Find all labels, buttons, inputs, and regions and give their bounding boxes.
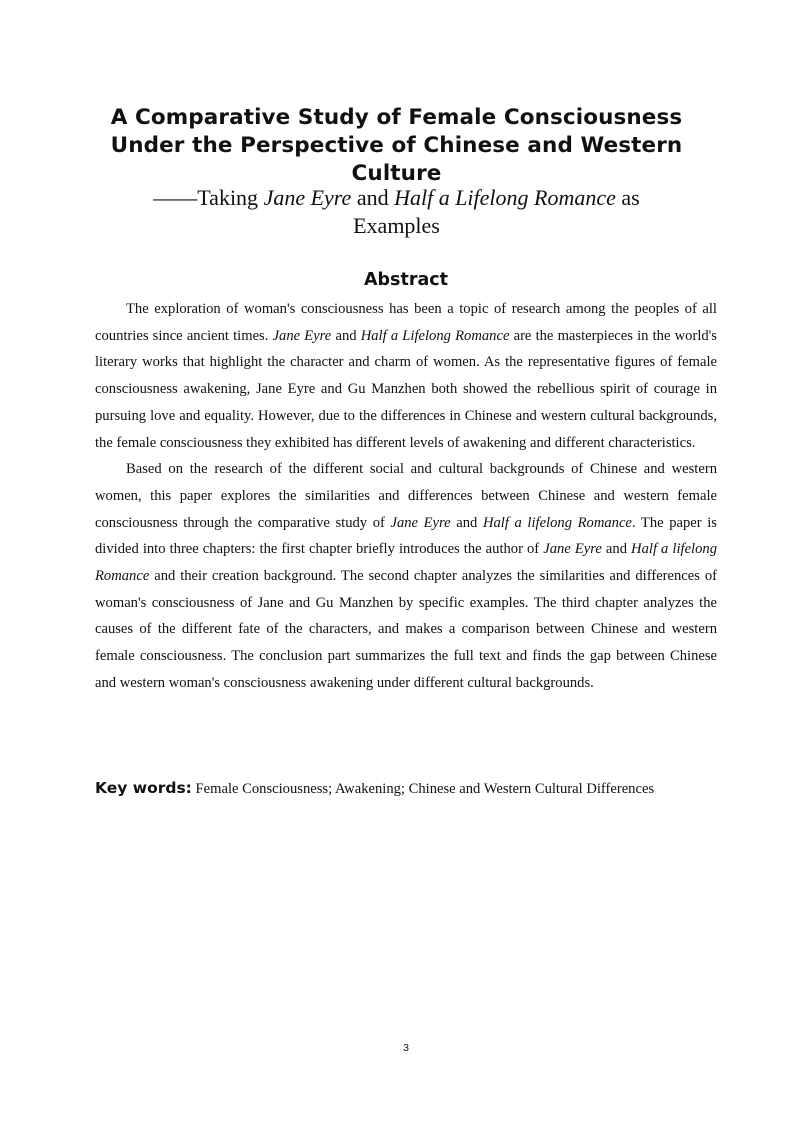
paper-title xyxy=(80,104,713,188)
page-number: 3 xyxy=(403,1042,409,1054)
p2-text-4: and xyxy=(601,541,632,558)
p1-title-half-a-lifelong-romance: Half a Lifelong Romance xyxy=(360,327,510,344)
subtitle-dash: —— xyxy=(153,185,198,210)
p2-title-half-a-lifelong-romance-1: Half a lifelong Romance xyxy=(482,514,632,531)
title-line-1: A Comparative Study of Female Consciousness xyxy=(110,105,683,130)
subtitle-as: as xyxy=(615,185,640,210)
p1-text-3: are the masterpieces in the world's literary works that highlight the character and charm of women. As the representative figures of female consciousness awakening, Jane Eyre and Gu Manzhen both showed the rebellious spirit of courage in pursuing love and equality. However, due to the differences in Chinese and western cultural backgrounds, the female consciousness they exhibited has different levels of awakening and different characteristics. xyxy=(95,327,717,451)
p2-text-2: and xyxy=(450,514,483,531)
title-line-2: Under the Perspective of Chinese and Western xyxy=(110,133,683,158)
subtitle-work-1: Jane Eyre xyxy=(263,185,352,210)
abstract-body xyxy=(95,296,717,697)
keywords xyxy=(95,776,735,801)
p1-text-1: The exploration of woman's consciousness has been a topic of research among the peoples of all countries since ancient times. xyxy=(95,301,717,344)
title-line-3: Culture xyxy=(351,161,442,186)
p2-text-5: and their creation background. The second chapter analyzes the similarities and differences of woman's consciousness of Jane and Gu Manzhen by specific examples. The third chapter analyzes the causes of the different fate of the characters, and makes a comparison between Chinese and western female consciousness. The conclusion part summarizes the full text and finds the gap between Chinese and western woman's consciousness awakening under different cultural backgrounds. xyxy=(95,568,717,691)
p1-title-jane-eyre: Jane Eyre xyxy=(272,327,332,344)
abstract-paragraph-1 xyxy=(95,296,717,456)
p2-text-3: . The paper is divided into three chapters: the first chapter briefly introduces the author of xyxy=(95,514,717,558)
p2-text-1: Based on the research of the different social and cultural backgrounds of Chinese and western women, this paper explores the similarities and differences between Chinese and western female consciousness through the comparative study of xyxy=(95,461,717,531)
subtitle-line-2: Examples xyxy=(353,213,440,238)
paper-subtitle xyxy=(80,184,713,240)
subtitle-and: and xyxy=(351,185,395,210)
subtitle-work-2: Half a Lifelong Romance xyxy=(394,185,616,210)
abstract-heading: Abstract xyxy=(363,270,449,290)
keywords-text: Female Consciousness; Awakening; Chinese and Western Cultural Differences xyxy=(191,781,655,797)
keywords-label: Key words: xyxy=(95,779,192,797)
p2-title-jane-eyre-1: Jane Eyre xyxy=(390,514,451,531)
p2-title-half-a-lifelong-romance-2: Half a lifelong Romance xyxy=(95,541,717,585)
p2-title-jane-eyre-2: Jane Eyre xyxy=(543,541,602,558)
p1-text-2: and xyxy=(331,327,361,344)
abstract-paragraph-2 xyxy=(95,456,717,696)
subtitle-taking: Taking xyxy=(197,185,264,210)
